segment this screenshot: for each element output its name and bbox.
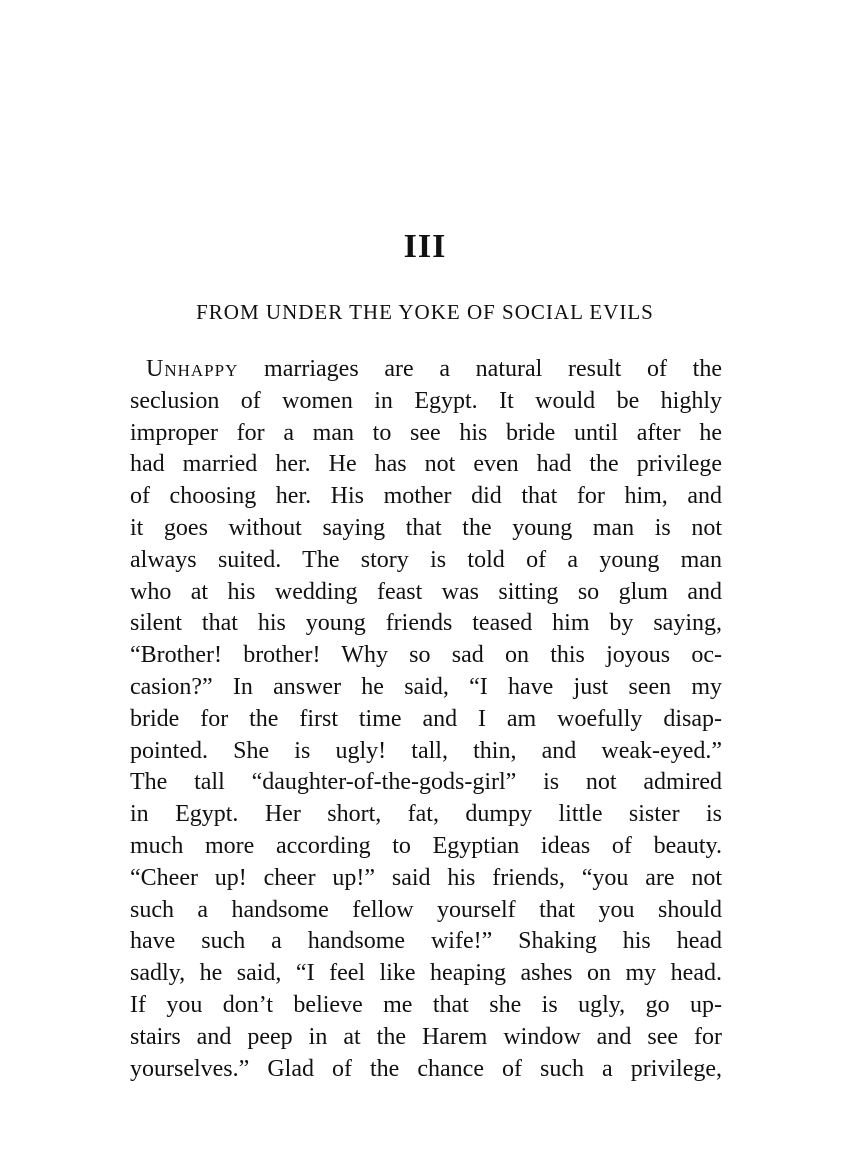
text-line: pointed. She is ugly! tall, thin, and weak-eyed.”: [130, 737, 722, 764]
text-line-first: [130, 354, 722, 386]
text-line: “Cheer up! cheer up!” said his friends, “you are not: [130, 864, 722, 891]
text-line: who at his wedding feast was sitting so glum and: [130, 578, 722, 605]
text-line: casion?” In answer he said, “I have just seen my: [130, 673, 722, 700]
text-line: seclusion of women in Egypt. It would be highly: [130, 387, 722, 414]
text-line: have such a handsome wife!” Shaking his head: [130, 928, 722, 955]
text-line: sadly, he said, “I feel like heaping ashes on my head.: [130, 960, 722, 987]
chapter-title: FROM UNDER THE YOKE OF SOCIAL EVILS: [196, 300, 654, 324]
text-line: “Brother! brother! Why so sad on this joyous oc-: [130, 642, 722, 669]
first-line-rest: marriages are a natural result of the: [238, 356, 722, 382]
text-line: If you don’t believe me that she is ugly, go up-: [130, 991, 722, 1018]
text-line: silent that his young friends teased him by saying,: [130, 610, 722, 637]
text-line: always suited. The story is told of a young man: [130, 546, 722, 573]
lead-word: Unhappy: [146, 356, 239, 382]
text-line: yourselves.” Glad of the chance of such a privilege,: [130, 1055, 722, 1082]
text-line: it goes without saying that the young man is not: [130, 514, 722, 541]
text-line: had married her. He has not even had the privilege: [130, 451, 722, 478]
text-line: much more according to Egyptian ideas of beauty.: [130, 832, 722, 859]
text-line: of choosing her. His mother did that for him, and: [130, 483, 722, 510]
text-line: bride for the first time and I am woefully disap-: [130, 705, 722, 732]
body-paragraph: [130, 354, 722, 1085]
text-line: in Egypt. Her short, fat, dumpy little sister is: [130, 801, 722, 828]
text-line: such a handsome fellow yourself that you should: [130, 896, 722, 923]
text-line: improper for a man to see his bride until after he: [130, 419, 722, 446]
text-line: The tall “daughter-of-the-gods-girl” is not admired: [130, 769, 722, 796]
chapter-number: III: [403, 228, 447, 265]
text-line: stairs and peep in at the Harem window and see for: [130, 1023, 722, 1050]
